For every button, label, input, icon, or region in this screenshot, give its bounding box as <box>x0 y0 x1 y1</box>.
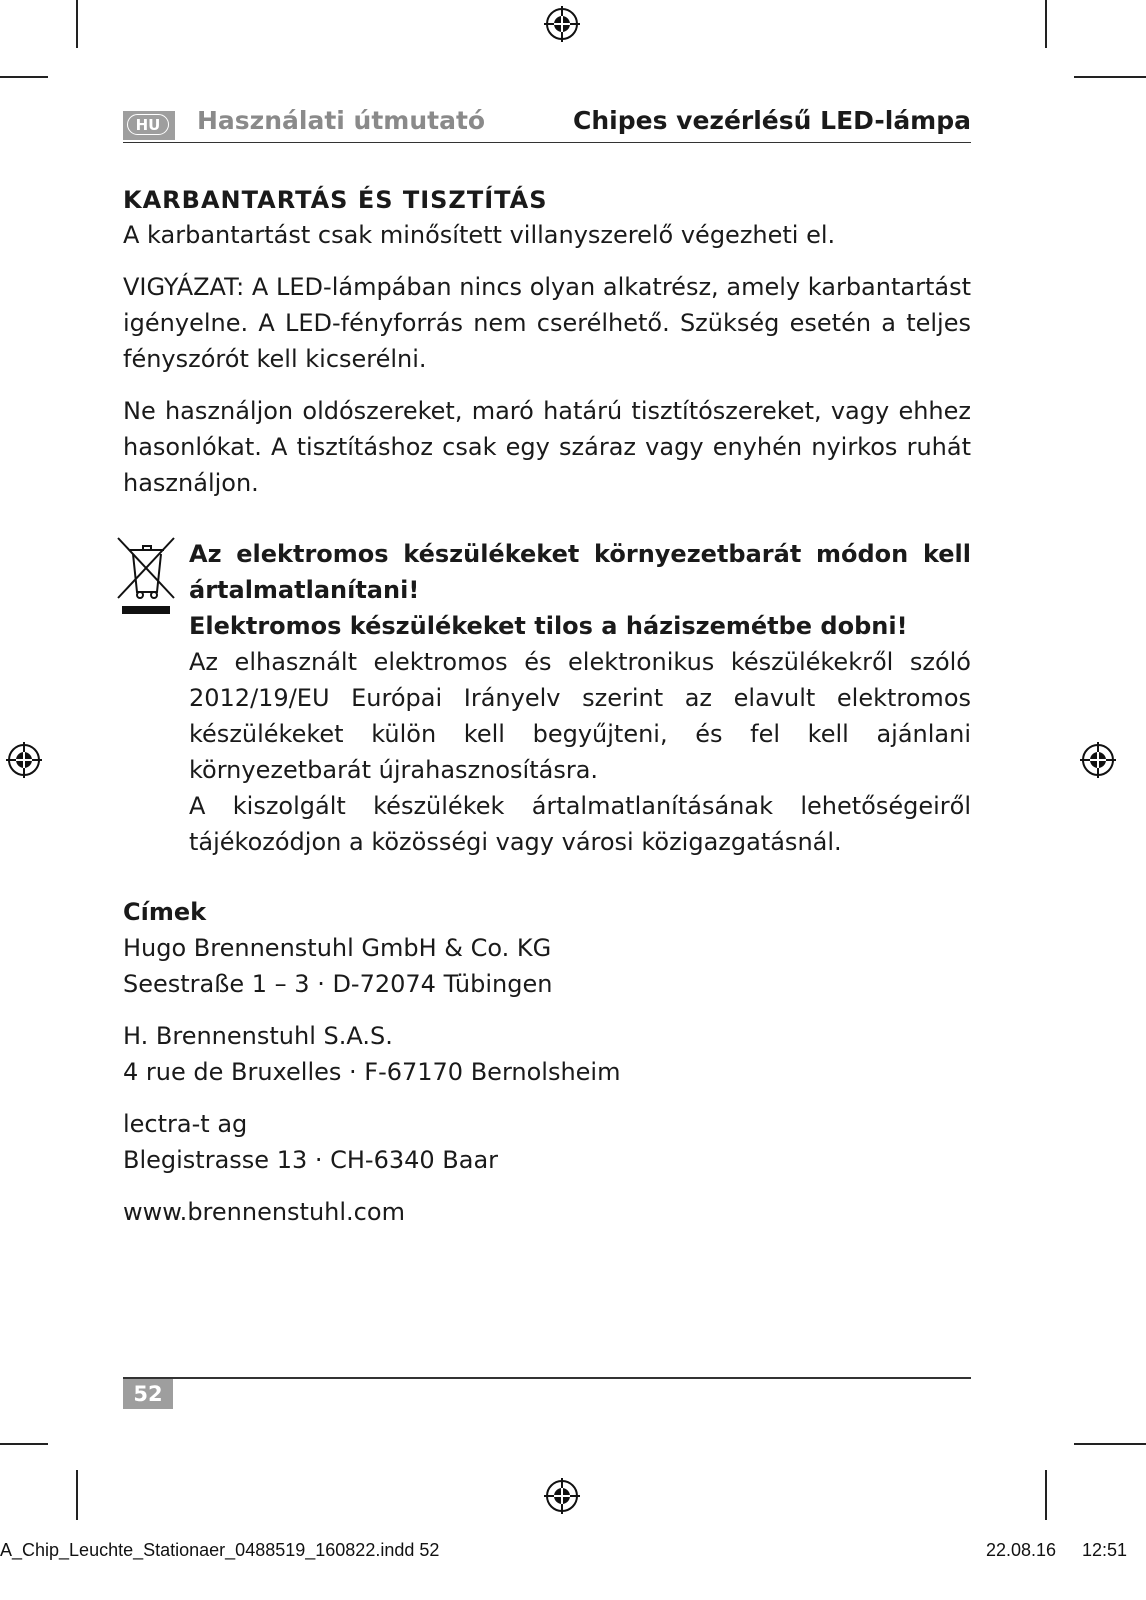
registration-mark-icon <box>1078 740 1118 780</box>
manual-title: Használati útmutató <box>197 106 486 135</box>
registration-mark-icon <box>542 4 582 44</box>
addresses-heading: Címek <box>123 898 207 926</box>
paragraph: Az elhasznált elektromos és elektronikus készülékekről szóló 2012/19/EU Európai Irányelv szerint az elavult elektromos készülékeket külön kell begyűjteni, és fel kell ajánlani környezetbarát újrahasznosításra. <box>189 648 971 784</box>
crop-mark <box>1074 76 1146 78</box>
paragraph: A karbantartást csak minősített villanyszerelő végezheti el. <box>123 221 836 249</box>
address-line: 4 rue de Bruxelles · F-67170 Bernolsheim <box>123 1058 621 1086</box>
addresses-section <box>123 894 971 1230</box>
address-line: Seestraße 1 – 3 · D-72074 Tübingen <box>123 970 553 998</box>
paragraph: Ne használjon oldószereket, maró határú tisztítószereket, vagy ehhez hasonlókat. A tisztításhoz csak egy száraz vagy enyhén nyirkos ruhát használjon. <box>123 397 971 497</box>
product-title: Chipes vezérlésű LED-lámpa <box>573 106 971 135</box>
maintenance-section <box>123 183 971 501</box>
slug-filename: A_Chip_Leuchte_Stationaer_0488519_160822.indd 52 <box>0 1540 440 1560</box>
crop-mark <box>1045 1470 1047 1520</box>
address-line: Blegistrasse 13 · CH-6340 Baar <box>123 1146 499 1174</box>
crop-mark <box>76 0 78 48</box>
crop-mark <box>0 1443 48 1445</box>
footer-rule <box>123 1377 971 1379</box>
registration-mark-icon <box>4 740 44 780</box>
weee-crossed-bin-icon <box>116 536 178 616</box>
paragraph: A kiszolgált készülékek ártalmatlanításának lehetőségeiről tájékozódjon a közösségi vagy városi közigazgatásnál. <box>189 792 971 856</box>
website-link[interactable]: www.brennenstuhl.com <box>123 1198 405 1226</box>
section-heading: KARBANTARTÁS ÉS TISZTÍTÁS <box>123 186 548 214</box>
page-header <box>123 104 971 143</box>
paragraph: VIGYÁZAT: A LED-lámpában nincs olyan alkatrész, amely karbantartást igényelne. A LED-fényforrás nem cserélhető. Szükség esetén a teljes fényszórót kell kicserélni. <box>123 273 971 373</box>
page-number: 52 <box>123 1379 173 1409</box>
registration-mark-icon <box>542 1476 582 1516</box>
crop-mark <box>1045 0 1047 48</box>
crop-mark <box>76 1470 78 1520</box>
disposal-section <box>189 536 971 860</box>
slug-date: 22.08.16 <box>986 1540 1057 1560</box>
crop-mark <box>0 76 48 78</box>
language-badge <box>123 111 175 140</box>
language-code: HU <box>127 114 169 135</box>
crop-mark <box>1074 1443 1146 1445</box>
warning-text: Elektromos készülékeket tilos a háziszemétbe dobni! <box>189 612 908 640</box>
address-line: Hugo Brennenstuhl GmbH & Co. KG <box>123 934 552 962</box>
slug-time: 12:51 <box>1082 1540 1128 1560</box>
address-line: H. Brennenstuhl S.A.S. <box>123 1022 393 1050</box>
address-line: lectra-t ag <box>123 1110 248 1138</box>
warning-text: Az elektromos készülékeket környezetbarát módon kell ártalmatlanítani! <box>189 540 971 604</box>
